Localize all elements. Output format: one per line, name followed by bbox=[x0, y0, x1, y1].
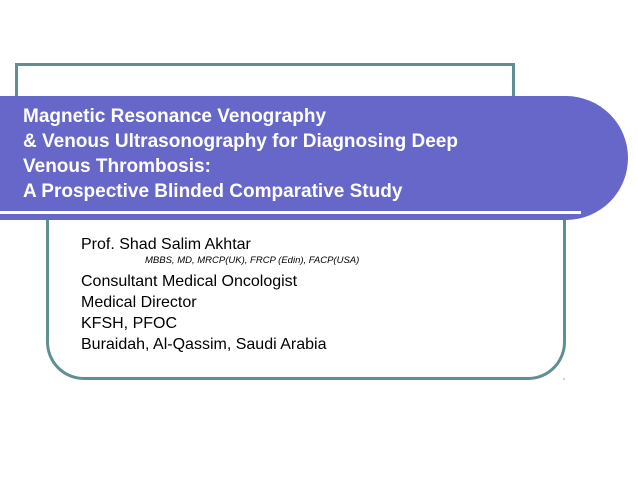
title-underline-rule bbox=[0, 211, 581, 214]
author-position: Consultant Medical Oncologist bbox=[81, 273, 298, 290]
author-institution: KFSH, PFOC bbox=[81, 315, 178, 332]
title-line-2: & Venous Ultrasonography for Diagnosing Deep bbox=[23, 131, 458, 152]
author-role: Medical Director bbox=[81, 294, 197, 311]
decorative-dot bbox=[563, 378, 565, 380]
title-line-1: Magnetic Resonance Venography bbox=[23, 106, 327, 127]
title-line-3: Venous Thrombosis: bbox=[23, 156, 211, 177]
author-block bbox=[81, 235, 551, 355]
author-name: Prof. Shad Salim Akhtar bbox=[81, 236, 251, 253]
slide-title bbox=[23, 104, 613, 204]
author-location: Buraidah, Al-Qassim, Saudi Arabia bbox=[81, 336, 327, 353]
author-credentials: MBBS, MD, MRCP(UK), FRCP (Edin), FACP(USA) bbox=[145, 255, 360, 266]
title-line-4: A Prospective Blinded Comparative Study bbox=[23, 181, 403, 202]
